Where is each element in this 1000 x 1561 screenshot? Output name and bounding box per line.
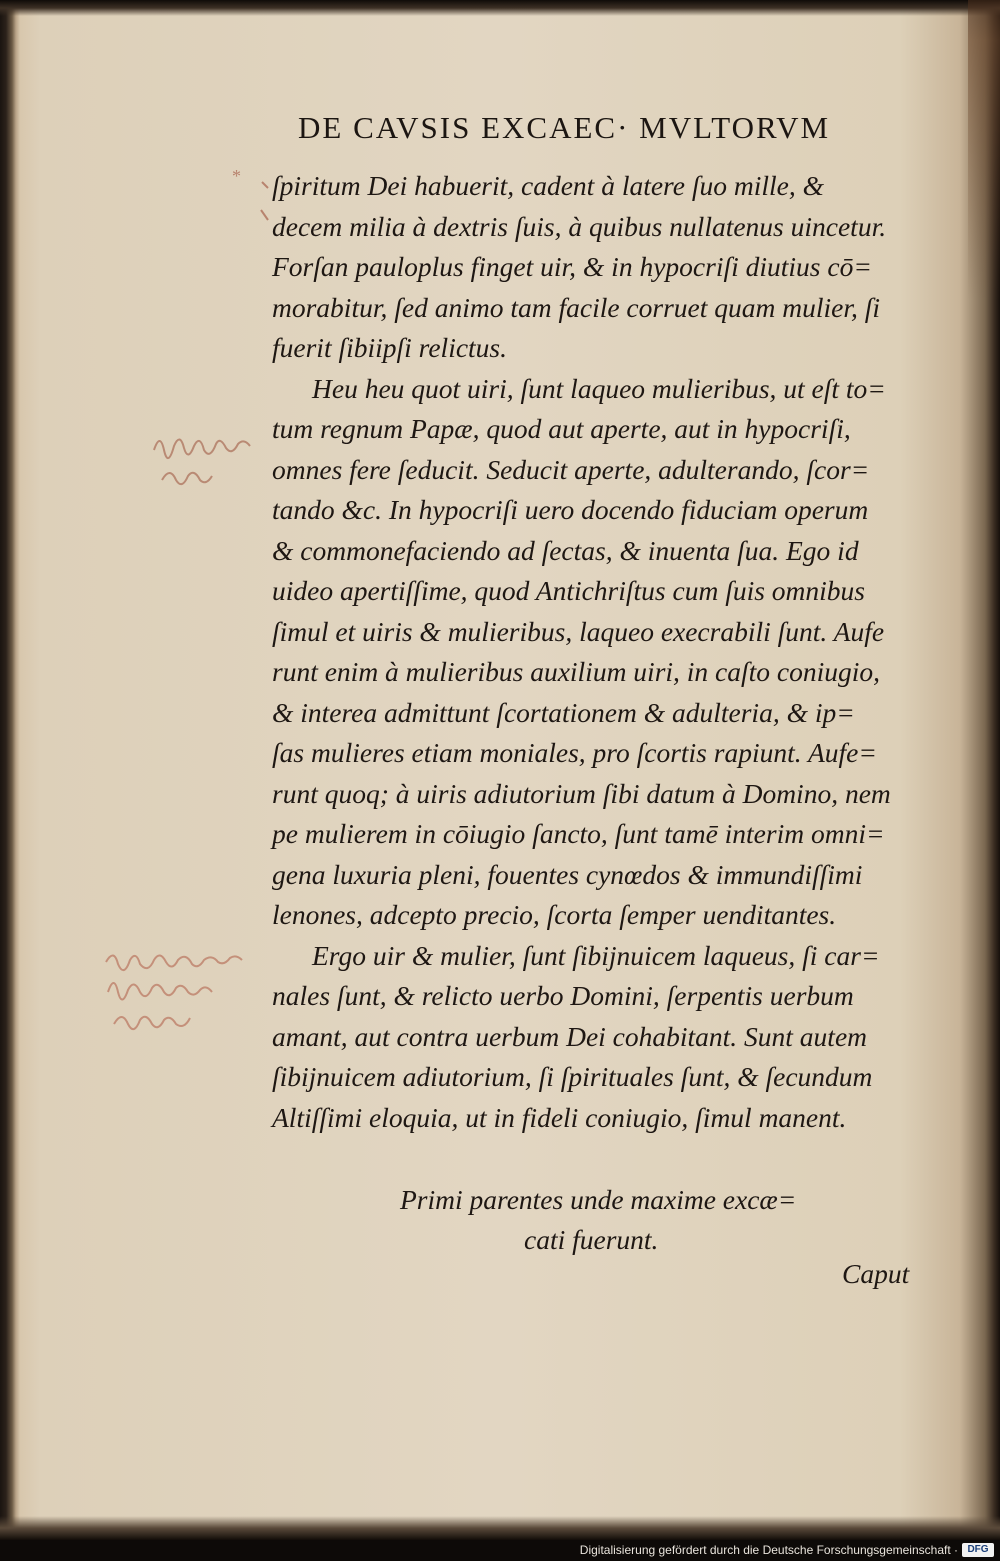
text-line: decem milia à dextris ſuis, à quibus nullatenus uincetur. [272, 210, 887, 242]
text-line: lenones, adcepto precio, ſcorta ſemper uenditantes. [272, 899, 837, 930]
text-line: Heu heu quot uiri, ſunt laqueo mulieribus, ut eſt to= [312, 372, 886, 404]
running-head: DE CAVSIS EXCAEC· MVLTORVM [298, 110, 831, 145]
text-line: fuerit ſibiipſi relictus. [272, 332, 508, 363]
page-top-edge [0, 0, 1000, 16]
text-line: & interea admittunt ſcortationem & adulteria, & ip= [272, 696, 855, 728]
margin-tick: * [232, 166, 241, 186]
text-line: Altiſſimi eloquia, ut in fideli coniugio, ſimul manent. [272, 1101, 847, 1133]
text-line: morabitur, ſed animo tam facile corruet quam mulier, ſi [272, 291, 881, 323]
text-line: uideo apertiſſime, quod Antichriſtus cum ſuis omnibus [272, 575, 866, 606]
text-line: omnes fere ſeducit. Seducit aperte, adulterando, ſcor= [272, 453, 870, 485]
text-line: Forſan pauloplus finget uir, & in hypocriſi diutius cō= [272, 251, 872, 282]
text-line: runt enim à mulieribus auxilium uiri, in caſto coniugio, [272, 656, 881, 687]
text-line: gena luxuria pleni, fouentes cynœdos & immundiſſimi [272, 858, 863, 890]
binding-strip [968, 0, 1000, 300]
text-line: ſas mulieres etiam moniales, pro ſcortis rapiunt. Aufe= [272, 737, 877, 768]
text-line: Ergo uir & mulier, ſunt ſibijnuicem laqueus, ſi car= [312, 939, 880, 971]
margin-pointer [258, 180, 272, 228]
text-line: ſpiritum Dei habuerit, cadent à latere ſuo mille, & [272, 170, 824, 201]
text-line: tando &c. In hypocriſi uero docendo fiduciam operum [272, 494, 869, 525]
section-heading-line: Primi parentes unde maxime excæ= [400, 1184, 797, 1215]
text-line: tum regnum Papæ, quod aut aperte, aut in hypocriſi, [272, 413, 851, 444]
text-line: ſimul et uiris & mulieribus, laqueo execrabili ſunt. Aufe [272, 615, 885, 647]
page-bottom-edge [0, 1516, 1000, 1540]
section-heading-line: cati fuerunt. [524, 1224, 659, 1255]
text-line: ſibijnuicem adiutorium, ſi ſpirituales ſunt, & ſecundum [272, 1061, 873, 1092]
text-line: runt quoq; à uiris adiutorium ſibi datum à Domino, nem [272, 777, 891, 809]
text-line: & commonefaciendo ad ſectas, & inuenta ſua. Ego id [272, 534, 859, 566]
funding-notice: Digitalisierung gefördert durch die Deutsche Forschungsgemeinschaft · [579, 1543, 958, 1557]
marginal-annotation-2 [100, 944, 270, 1044]
text-line: nales ſunt, & relicto uerbo Domini, ſerpentis uerbum [272, 980, 854, 1011]
text-line: pe mulierem in cōiugio ſancto, ſunt tamē interim omni= [272, 818, 885, 849]
section-heading [400, 1180, 830, 1260]
body-text [272, 166, 932, 1138]
catchword: Caput [842, 1258, 910, 1289]
text-line: amant, aut contra uerbum Dei cohabitant. Sunt autem [272, 1020, 868, 1052]
dfg-logo: DFG [962, 1543, 994, 1557]
marginal-annotation-1 [148, 428, 278, 500]
digitization-footer [0, 1540, 1000, 1561]
